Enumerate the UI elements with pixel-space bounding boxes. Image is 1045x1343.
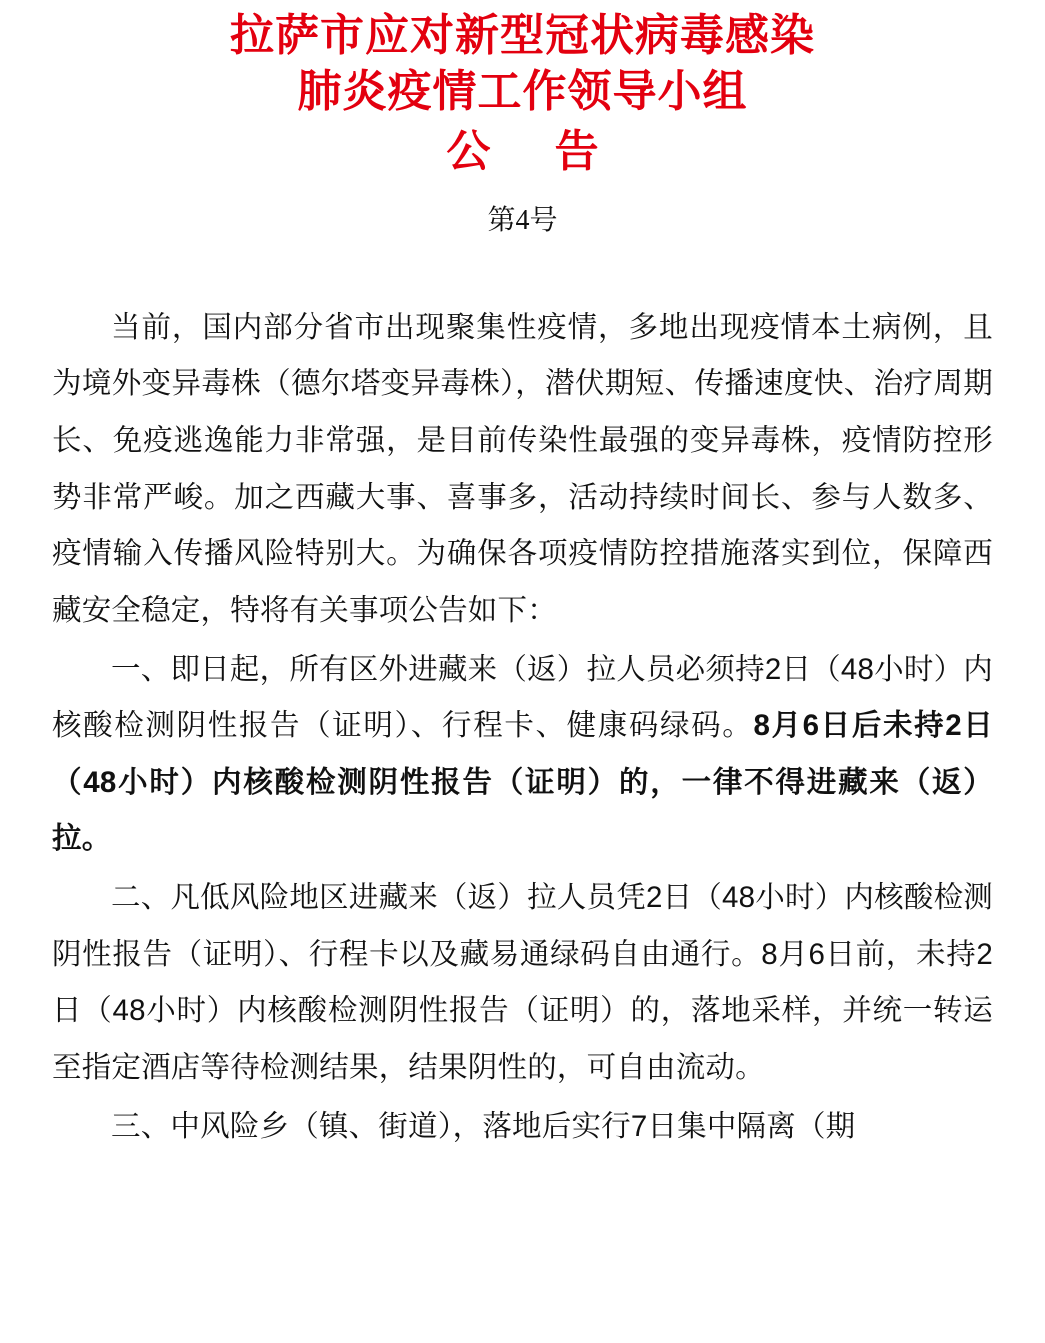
document-title-line-1: 拉萨市应对新型冠状病毒感染 xyxy=(230,11,815,60)
paragraph-intro xyxy=(52,300,993,640)
paragraph-item-1 xyxy=(52,642,993,869)
paragraph-intro-run-1: 当前，国内部分省市出现聚集性疫情，多地出现疫情本土病例，且为境外变异毒株（德尔塔变异毒株），潜伏期短、传播速度快、治疗周期长、免疫逃逸能力非常强，是目前传染性最强的变异毒株，疫情防控形势非常严峻。加之西藏大事、喜事多，活动持续时间长、参与人数多、疫情输入传播风险特别大。为确保各项疫情防控措施落实到位，保障西藏安全稳定，特将有关事项公告如下： xyxy=(52,310,993,627)
paragraph-item-1-run-1: 一、即日起，所有区外进藏来（返）拉人员必须持2日（48小时）内核酸检测阴性报告（证明）、行程卡、健康码绿码。 xyxy=(52,652,993,743)
paragraph-item-3 xyxy=(52,1099,993,1156)
paragraph-item-3-run-1: 三、中风险乡（镇、街道），落地后实行7日集中隔离（期 xyxy=(111,1109,856,1143)
document-body xyxy=(52,300,993,1155)
paragraph-item-2-run-1: 二、凡低风险地区进藏来（返）拉人员凭2日（48小时）内核酸检测阴性报告（证明）、行程卡以及藏易通绿码自由通行。8月6日前，未持2日（48小时）内核酸检测阴性报告（证明）的，落地采样，并统一转运至指定酒店等待检测结果，结果阴性的，可自由流动。 xyxy=(52,881,993,1084)
paragraph-item-2 xyxy=(52,870,993,1097)
document-number: 第4号 xyxy=(487,204,558,236)
document-header xyxy=(52,0,993,180)
document-title-announcement: 公 告 xyxy=(446,126,625,176)
document-title-line-2: 肺炎疫情工作领导小组 xyxy=(297,67,748,117)
paragraph-item-1-run-2-bold: 8月6日后未持2日（48小时）内核酸检测阴性报告（证明）的，一律不得进藏来（返）拉。 xyxy=(52,709,993,856)
